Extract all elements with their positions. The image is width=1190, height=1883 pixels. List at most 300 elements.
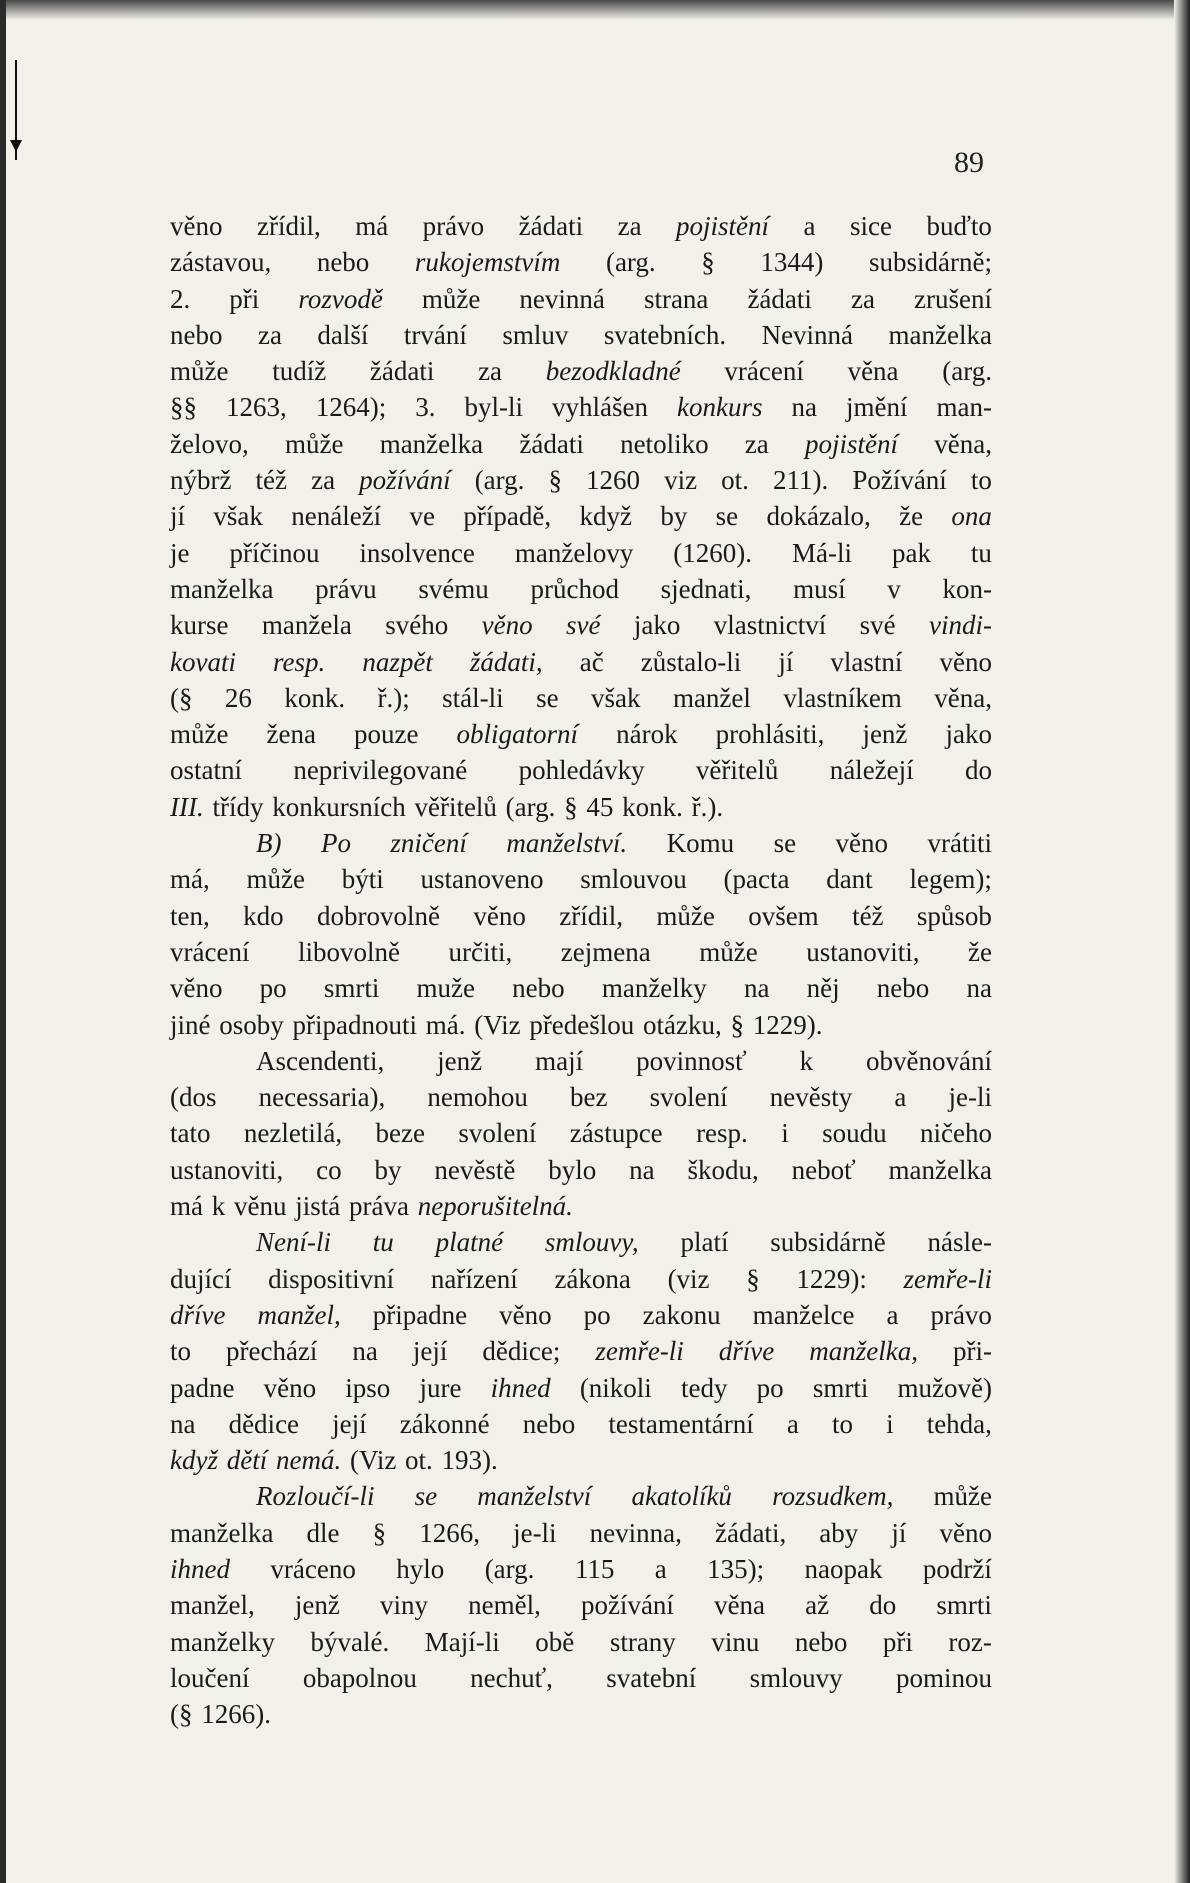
word: jmění	[845, 392, 908, 423]
word: věno	[499, 1299, 552, 1330]
word: zřídil,	[256, 211, 321, 241]
word: necessaria),	[258, 1082, 386, 1113]
word: však	[591, 682, 641, 713]
word: dispositivní	[268, 1263, 395, 1294]
word: svolení	[649, 1082, 728, 1113]
italic-word: požívání	[359, 465, 451, 496]
word: vlastní	[830, 646, 903, 677]
italic-word: akatolíků	[631, 1481, 732, 1512]
word: vinu	[711, 1626, 760, 1657]
word: přechází	[226, 1336, 318, 1367]
word: manželky	[170, 1626, 275, 1657]
word: dobrovolně	[317, 900, 440, 931]
text-line	[170, 1478, 992, 1514]
word: §§	[170, 392, 197, 423]
word: nařízení	[430, 1263, 518, 1294]
word: ve	[409, 501, 436, 532]
word: testamentární	[608, 1408, 754, 1439]
pin-mark-icon	[10, 60, 22, 160]
text-line	[170, 1515, 992, 1551]
word: až	[805, 1590, 830, 1621]
italic-word: zničení	[390, 828, 467, 859]
word: vrácení	[170, 936, 250, 967]
word: právo	[422, 211, 485, 241]
text-line	[170, 644, 992, 680]
word: pak	[891, 537, 931, 568]
word: žádati,	[714, 1517, 787, 1548]
word: mužově)	[897, 1372, 992, 1403]
word: subsidárně	[770, 1227, 886, 1258]
word: jure	[419, 1372, 462, 1403]
word: smrti	[936, 1590, 992, 1621]
word: by	[374, 1154, 402, 1185]
word: konk.	[284, 682, 346, 713]
word: může	[170, 719, 229, 750]
word: podrží	[922, 1553, 992, 1584]
word: 211).	[773, 465, 829, 496]
word: může	[656, 900, 715, 931]
text-line	[170, 1624, 992, 1660]
word: může	[246, 864, 305, 895]
word: 1344)	[760, 247, 824, 278]
word: 1266,	[419, 1517, 480, 1548]
text-line	[170, 1043, 992, 1079]
word: vrátiti	[927, 828, 992, 859]
italic-word: manželství	[477, 1481, 592, 1512]
word: libovolně	[297, 936, 400, 967]
word: želovo,	[170, 428, 249, 459]
text-line	[170, 426, 992, 462]
italic-word: zemře-li	[903, 1263, 992, 1294]
word: zákonné	[399, 1408, 490, 1439]
word: však	[213, 501, 263, 532]
word: zástavou,	[170, 247, 272, 278]
word: stál-li	[442, 682, 504, 713]
word: nebo	[522, 1408, 576, 1439]
word: 2.	[170, 283, 191, 314]
word: Nevinná	[761, 319, 854, 350]
text-span: (§ 1266).	[170, 1699, 271, 1730]
word: ničeho	[920, 1118, 992, 1149]
italic-word: obligatorní	[456, 719, 579, 750]
word: (pacta	[723, 864, 790, 895]
word: svého	[385, 610, 449, 641]
word: to	[170, 1336, 192, 1367]
word: po	[259, 973, 287, 1004]
word: má,	[170, 864, 210, 895]
word: zejmena	[560, 936, 651, 967]
word: hylo	[396, 1553, 445, 1584]
text-line	[170, 571, 992, 607]
word: ostatní	[170, 755, 242, 786]
italic-word: platné	[435, 1227, 504, 1258]
word: naopak	[804, 1553, 883, 1584]
word: prohlásiti,	[715, 719, 825, 750]
word: Má-li	[792, 537, 852, 568]
word: roz-	[948, 1626, 992, 1657]
italic-word: Rozloučí-li	[256, 1481, 375, 1512]
word: spůsob	[916, 900, 992, 931]
italic-word: manželství.	[506, 828, 628, 859]
word: do	[964, 755, 992, 786]
word: Ascendenti,	[256, 1045, 385, 1076]
word: (arg.	[942, 356, 992, 387]
word: při-	[952, 1336, 992, 1367]
word: nevěsty	[769, 1082, 853, 1113]
text-line	[170, 1297, 992, 1333]
italic-word: zemře-li	[595, 1336, 684, 1367]
word: dědice	[228, 1408, 300, 1439]
word: za	[257, 319, 282, 350]
word: mají	[535, 1045, 584, 1076]
word: ač	[579, 646, 604, 677]
italic-word: B)	[256, 828, 282, 859]
italic-text: neporušitelná.	[417, 1191, 573, 1222]
word: viz	[664, 465, 698, 496]
text-line	[170, 1660, 992, 1696]
word: požívání	[580, 1590, 674, 1621]
word: na	[352, 1336, 378, 1367]
word: dle	[306, 1517, 340, 1548]
word: věno	[263, 1372, 317, 1403]
word: manželka	[170, 573, 274, 604]
word: tehda,	[926, 1408, 992, 1439]
word: manželce	[752, 1299, 855, 1330]
word: věna,	[934, 428, 992, 459]
word: a	[654, 1553, 667, 1584]
text-line	[170, 1152, 992, 1188]
word: bez	[570, 1082, 608, 1113]
italic-word: nazpět	[362, 646, 433, 677]
word: 115	[574, 1553, 615, 1584]
italic-word: dříve	[170, 1299, 226, 1330]
word: věna	[847, 356, 899, 387]
word: může	[699, 936, 758, 967]
word: věno	[170, 973, 223, 1004]
word: je-li	[513, 1517, 557, 1548]
word: bývalé.	[310, 1626, 390, 1657]
word: může	[421, 283, 481, 314]
word: co	[316, 1154, 342, 1185]
word: pohledávky	[518, 755, 645, 786]
word: do	[869, 1590, 897, 1621]
word: neměl,	[468, 1590, 541, 1621]
text-line	[170, 680, 992, 716]
italic-word: dříve	[718, 1336, 775, 1367]
text-line	[170, 789, 992, 825]
word: kurse	[170, 610, 229, 641]
italic-word: resp.	[273, 646, 326, 677]
word: za	[478, 356, 503, 387]
italic-word: kovati	[170, 646, 236, 677]
body-text	[170, 208, 992, 1732]
word: žádati	[747, 283, 812, 314]
word: aby	[819, 1517, 859, 1548]
word: jenž	[294, 1590, 340, 1621]
word: trvání	[403, 319, 467, 350]
page-right-edge	[1174, 0, 1190, 1883]
word: ustanoviti,	[806, 936, 920, 967]
word: na	[629, 1154, 655, 1185]
word: Komu	[666, 828, 735, 859]
word: škodu,	[687, 1154, 759, 1185]
word: §	[746, 1263, 760, 1294]
word: další	[317, 319, 369, 350]
word: nenáleží	[291, 501, 382, 532]
italic-word: Není-li	[256, 1227, 331, 1258]
word: Požívání	[852, 465, 947, 496]
text-span: (Viz ot. 193).	[341, 1445, 498, 1476]
word: vrácení	[724, 356, 804, 387]
word: §	[372, 1517, 387, 1548]
word: za	[311, 465, 336, 496]
italic-text: III.	[170, 791, 204, 822]
word: smrti	[323, 973, 380, 1004]
italic-word: ihned	[170, 1553, 230, 1584]
italic-word: manželka,	[809, 1336, 918, 1367]
word: 135);	[707, 1553, 765, 1584]
word: Mají-li	[424, 1626, 500, 1657]
word: jí	[778, 646, 794, 677]
word: na	[966, 973, 992, 1004]
word: pouze	[354, 719, 419, 750]
text-line	[170, 716, 992, 752]
word: může	[933, 1481, 992, 1512]
word: a	[786, 1408, 799, 1439]
word: býti	[341, 864, 384, 895]
word: manžel	[672, 682, 751, 713]
word: jenž	[437, 1045, 483, 1076]
word: manželka	[888, 1154, 992, 1185]
word: svolení	[458, 1118, 537, 1149]
word: vyhlášen	[552, 392, 648, 423]
italic-word: se	[414, 1481, 438, 1512]
text-line	[170, 825, 992, 861]
word: jako	[633, 610, 681, 641]
word: že	[967, 936, 992, 967]
word: manželka	[888, 319, 992, 350]
word: nebo	[876, 973, 930, 1004]
page-top-shadow	[0, 0, 1190, 20]
word: padne	[170, 1372, 235, 1403]
word: nezletilá,	[243, 1118, 343, 1149]
word: a	[894, 1082, 907, 1113]
text-line	[170, 1115, 992, 1151]
word: připadne	[372, 1299, 468, 1330]
word: na	[791, 392, 817, 423]
word: obapolnou	[302, 1662, 417, 1693]
word: dant	[826, 864, 873, 895]
word: muže	[416, 973, 475, 1004]
word: sice	[850, 211, 892, 241]
word: beze	[375, 1118, 425, 1149]
word: viny	[379, 1590, 428, 1621]
italic-text: když dětí nemá.	[170, 1445, 342, 1476]
word: §	[701, 247, 715, 278]
word: nevinná	[519, 283, 605, 314]
word: buďto	[926, 211, 992, 241]
word: se	[536, 682, 559, 713]
text-line	[170, 1370, 992, 1406]
word: smrti	[812, 1372, 869, 1403]
word: (arg.	[484, 1553, 535, 1584]
word: ipso	[345, 1372, 391, 1403]
word: nebo	[512, 973, 565, 1004]
word: kon-	[942, 573, 992, 604]
word: (arg.	[474, 465, 525, 496]
text-line	[170, 317, 992, 353]
word: 26	[224, 682, 252, 713]
word: neboť	[791, 1154, 856, 1185]
word: žádati	[518, 211, 584, 241]
italic-word: ihned	[490, 1372, 551, 1403]
word: její	[332, 1408, 367, 1439]
word: své	[859, 610, 896, 641]
word: zakonu	[642, 1299, 721, 1330]
word: nemohou	[427, 1082, 528, 1113]
word: obě	[535, 1626, 575, 1657]
word: svému	[418, 573, 489, 604]
word: věřitelů	[695, 755, 779, 786]
word: tu	[970, 537, 992, 568]
word: při	[882, 1626, 913, 1657]
word: žádati	[369, 356, 435, 387]
text-line	[170, 1333, 992, 1369]
word: strana	[643, 283, 709, 314]
text-line	[170, 1587, 992, 1623]
word: i	[886, 1408, 894, 1439]
word: dující	[170, 1263, 232, 1294]
text-line	[170, 934, 992, 970]
word: věno	[835, 828, 889, 859]
text-line	[170, 281, 992, 317]
page-left-edge	[0, 0, 6, 1883]
word: se	[773, 828, 797, 859]
word: kdo	[243, 900, 284, 931]
italic-word: vindi-	[929, 610, 992, 641]
word: po	[756, 1372, 784, 1403]
text-line	[170, 1442, 992, 1478]
word: manžela	[261, 610, 352, 641]
word: tato	[170, 1118, 211, 1149]
text-line	[170, 1188, 992, 1224]
word: nebo	[316, 247, 370, 278]
word: manžel,	[170, 1590, 255, 1621]
italic-word: rozvodě	[298, 283, 383, 314]
word: za	[850, 283, 875, 314]
word: platí	[680, 1227, 729, 1258]
word: též	[852, 900, 884, 931]
word: v	[887, 573, 901, 604]
word: to	[970, 465, 992, 496]
word: (dos	[170, 1082, 217, 1113]
word: tedy	[680, 1372, 728, 1403]
word: věno	[939, 1517, 992, 1548]
word: nechuť,	[470, 1662, 553, 1693]
word: může	[284, 428, 344, 459]
word: dědice;	[482, 1336, 561, 1367]
word: musí	[793, 573, 846, 604]
word: zástupce	[569, 1118, 663, 1149]
word: §	[548, 465, 562, 496]
text-line	[170, 1551, 992, 1587]
word: nevinna,	[589, 1517, 682, 1548]
word: obvěnování	[866, 1045, 992, 1076]
word: na	[743, 973, 770, 1004]
text-line	[170, 1261, 992, 1297]
word: věna,	[934, 682, 992, 713]
word: též	[255, 465, 288, 496]
word: za	[744, 428, 769, 459]
italic-word: žádati,	[469, 646, 543, 677]
italic-word: rozsudkem,	[772, 1481, 894, 1512]
word: ustanoveno	[420, 864, 544, 895]
word: manželky	[601, 973, 707, 1004]
word: dokázalo,	[766, 501, 871, 532]
word: sjednati,	[660, 573, 752, 604]
word: jí	[170, 501, 186, 532]
word: vráceno	[270, 1553, 356, 1584]
word: po	[583, 1299, 611, 1330]
page-number: 89	[954, 146, 984, 179]
italic-word: ona	[951, 501, 992, 532]
text-line	[170, 1079, 992, 1115]
text-line	[170, 244, 992, 280]
word: právo	[930, 1299, 992, 1330]
word: věna	[714, 1590, 766, 1621]
italic-word: tu	[372, 1227, 394, 1258]
text-line	[170, 535, 992, 571]
word: subsidárně;	[868, 247, 992, 278]
word: povinnosť	[636, 1045, 747, 1076]
text-line	[170, 1406, 992, 1442]
word: že	[899, 501, 924, 532]
word: určiti,	[448, 936, 513, 967]
word: žádati	[519, 428, 584, 459]
word: ten,	[170, 900, 210, 931]
word: to	[831, 1408, 853, 1439]
word: něj	[806, 973, 840, 1004]
text-line	[170, 353, 992, 389]
word: manželka	[170, 1517, 274, 1548]
italic-word: bezodkladné	[545, 356, 681, 387]
word: pominou	[895, 1662, 992, 1693]
italic-word: pojistění	[676, 211, 770, 241]
word: když	[579, 501, 632, 532]
word: ovšem	[748, 900, 819, 931]
word: zůstalo-li	[640, 646, 742, 677]
word: právu	[315, 573, 377, 604]
word: manželka	[379, 428, 484, 459]
word: 1260	[586, 465, 641, 496]
word: a	[803, 211, 816, 241]
word: je	[170, 537, 190, 568]
word: jí	[891, 1517, 907, 1548]
word: nárok	[616, 719, 678, 750]
word: ot.	[721, 465, 749, 496]
word: smlouvy	[749, 1662, 843, 1693]
word: strany	[609, 1626, 676, 1657]
word: průchod	[530, 573, 619, 604]
word: nebo	[170, 319, 223, 350]
word: případě,	[463, 501, 552, 532]
word: neprivilegované	[293, 755, 468, 786]
text-line	[170, 1007, 992, 1043]
word: netoliko	[620, 428, 709, 459]
word: ustanoviti,	[170, 1154, 284, 1185]
text-line	[170, 462, 992, 498]
word: vlastnictví	[713, 610, 827, 641]
